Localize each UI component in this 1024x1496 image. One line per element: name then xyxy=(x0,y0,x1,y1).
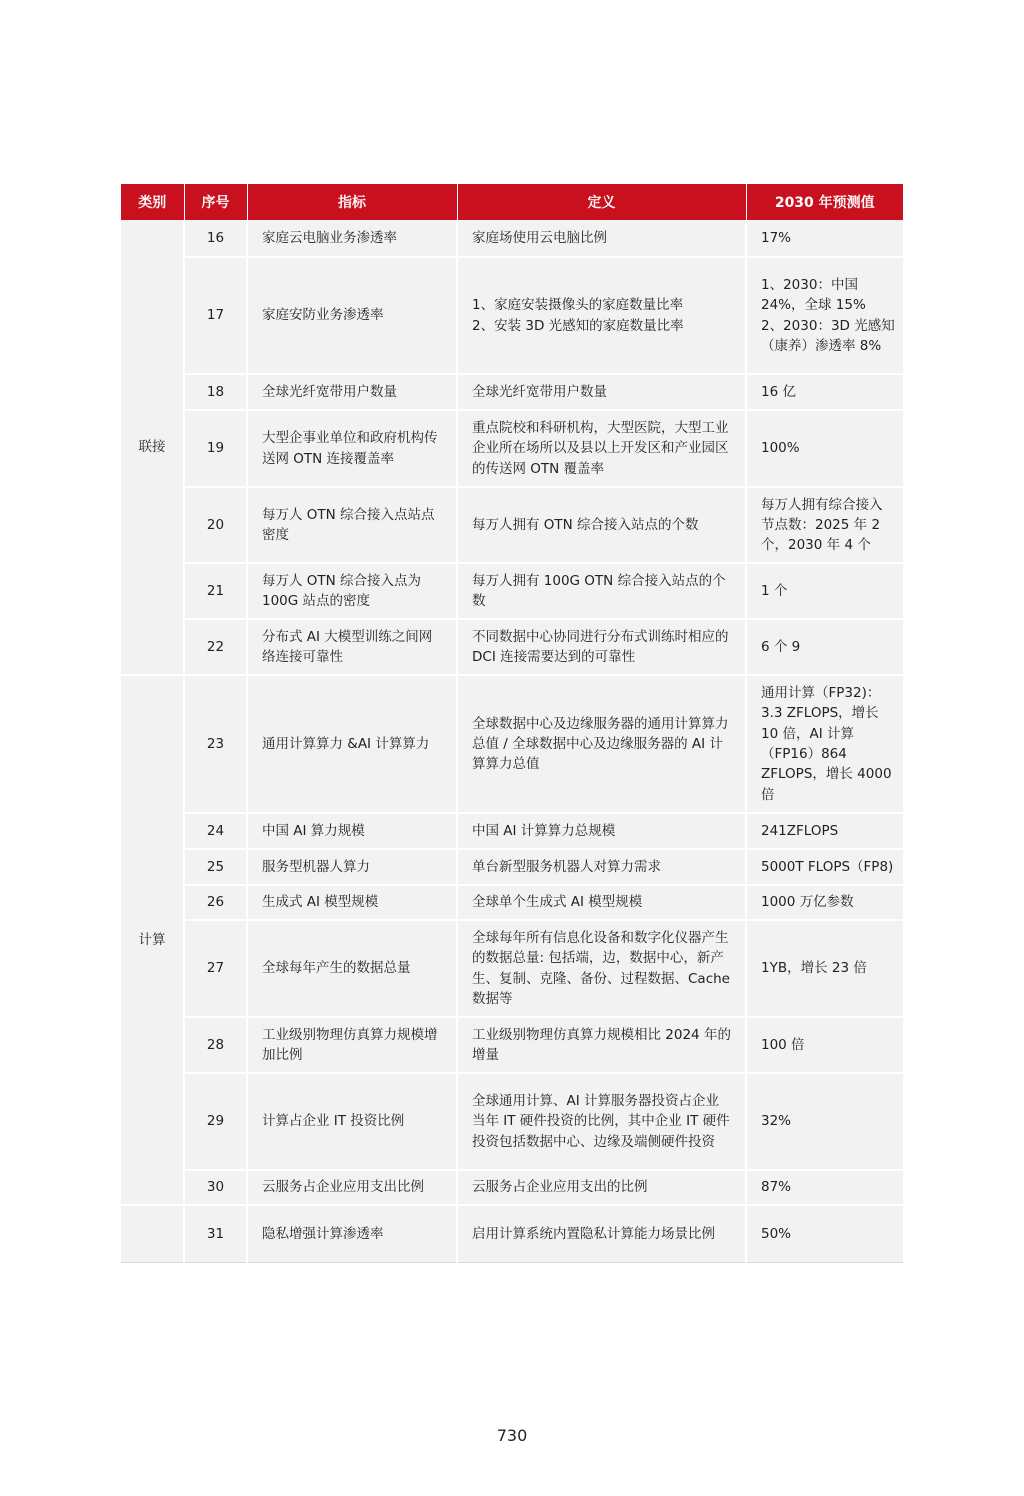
table-header-row xyxy=(121,184,903,220)
row-number: 17 xyxy=(184,257,247,374)
definition-cell: 全球每年所有信息化设备和数字化仪器产生的数据总量: 包括端，边，数据中心，新产生、复制、克隆、备份、过程数据、Cache 数据等 xyxy=(457,920,746,1017)
metric-cell: 家庭安防业务渗透率 xyxy=(247,257,457,374)
row-number: 26 xyxy=(184,885,247,920)
category-cell-connect: 联接 xyxy=(121,220,184,675)
definition-cell: 云服务占企业应用支出的比例 xyxy=(457,1170,746,1205)
row-number: 16 xyxy=(184,220,247,257)
metric-cell: 生成式 AI 模型规模 xyxy=(247,885,457,920)
header-metric: 指标 xyxy=(247,184,457,220)
forecast-cell: 5000T FLOPS（FP8) xyxy=(746,849,903,885)
definition-cell: 全球数据中心及边缘服务器的通用计算算力总值 / 全球数据中心及边缘服务器的 AI 计算算力总值 xyxy=(457,675,746,813)
table-row xyxy=(121,849,903,885)
forecast-cell: 1、2030：中国 24%，全球 15% 2、2030：3D 光感知（康养）渗透率 8% xyxy=(746,257,903,374)
forecast-cell: 通用计算（FP32)：3.3 ZFLOPS，增长 10 倍，AI 计算（FP16）864 ZFLOPS，增长 4000 倍 xyxy=(746,675,903,813)
metric-cell: 每万人 OTN 综合接入点为 100G 站点的密度 xyxy=(247,563,457,619)
definition-cell: 不同数据中心协同进行分布式训练时相应的 DCI 连接需要达到的可靠性 xyxy=(457,619,746,675)
definition-cell: 单台新型服务机器人对算力需求 xyxy=(457,849,746,885)
row-number: 23 xyxy=(184,675,247,813)
metric-cell: 计算占企业 IT 投资比例 xyxy=(247,1073,457,1170)
row-number: 18 xyxy=(184,374,247,410)
definition-cell: 全球单个生成式 AI 模型规模 xyxy=(457,885,746,920)
indicator-table xyxy=(121,184,903,1263)
forecast-cell: 241ZFLOPS xyxy=(746,813,903,849)
forecast-cell: 1000 万亿参数 xyxy=(746,885,903,920)
row-number: 24 xyxy=(184,813,247,849)
metric-cell: 大型企事业单位和政府机构传送网 OTN 连接覆盖率 xyxy=(247,410,457,487)
forecast-cell: 1YB，增长 23 倍 xyxy=(746,920,903,1017)
table-row xyxy=(121,1073,903,1170)
row-number: 21 xyxy=(184,563,247,619)
definition-cell: 每万人拥有 OTN 综合接入站点的个数 xyxy=(457,487,746,563)
table-row xyxy=(121,410,903,487)
table-row xyxy=(121,257,903,374)
row-number: 19 xyxy=(184,410,247,487)
table-row xyxy=(121,1205,903,1262)
header-definition: 定义 xyxy=(457,184,746,220)
metric-cell: 服务型机器人算力 xyxy=(247,849,457,885)
row-number: 20 xyxy=(184,487,247,563)
definition-cell: 1、家庭安装摄像头的家庭数量比率 2、安装 3D 光感知的家庭数量比率 xyxy=(457,257,746,374)
table-row xyxy=(121,675,903,813)
definition-cell: 工业级别物理仿真算力规模相比 2024 年的增量 xyxy=(457,1017,746,1073)
header-forecast: 2030 年预测值 xyxy=(746,184,903,220)
forecast-cell: 17% xyxy=(746,220,903,257)
metric-cell: 中国 AI 算力规模 xyxy=(247,813,457,849)
definition-cell: 全球光纤宽带用户数量 xyxy=(457,374,746,410)
metric-cell: 云服务占企业应用支出比例 xyxy=(247,1170,457,1205)
table-row xyxy=(121,920,903,1017)
definition-cell: 每万人拥有 100G OTN 综合接入站点的个数 xyxy=(457,563,746,619)
forecast-cell: 100 倍 xyxy=(746,1017,903,1073)
forecast-cell: 1 个 xyxy=(746,563,903,619)
header-number: 序号 xyxy=(184,184,247,220)
table-row xyxy=(121,563,903,619)
forecast-cell: 每万人拥有综合接入节点数：2025 年 2 个，2030 年 4 个 xyxy=(746,487,903,563)
metric-cell: 工业级别物理仿真算力规模增加比例 xyxy=(247,1017,457,1073)
row-number: 29 xyxy=(184,1073,247,1170)
metric-cell: 隐私增强计算渗透率 xyxy=(247,1205,457,1262)
forecast-cell: 16 亿 xyxy=(746,374,903,410)
forecast-cell: 32% xyxy=(746,1073,903,1170)
row-number: 22 xyxy=(184,619,247,675)
metric-cell: 通用计算算力 &AI 计算算力 xyxy=(247,675,457,813)
definition-cell: 中国 AI 计算算力总规模 xyxy=(457,813,746,849)
category-cell-empty xyxy=(121,1205,184,1262)
table-row xyxy=(121,885,903,920)
metric-cell: 分布式 AI 大模型训练之间网络连接可靠性 xyxy=(247,619,457,675)
forecast-cell: 87% xyxy=(746,1170,903,1205)
definition-cell: 全球通用计算、AI 计算服务器投资占企业当年 IT 硬件投资的比例，其中企业 IT 硬件投资包括数据中心、边缘及端侧硬件投资 xyxy=(457,1073,746,1170)
row-number: 30 xyxy=(184,1170,247,1205)
table-row xyxy=(121,374,903,410)
metric-cell: 家庭云电脑业务渗透率 xyxy=(247,220,457,257)
row-number: 28 xyxy=(184,1017,247,1073)
definition-cell: 重点院校和科研机构，大型医院，大型工业企业所在场所以及县以上开发区和产业园区的传送网 OTN 覆盖率 xyxy=(457,410,746,487)
table-row xyxy=(121,220,903,257)
header-category: 类别 xyxy=(121,184,184,220)
row-number: 27 xyxy=(184,920,247,1017)
category-cell-compute: 计算 xyxy=(121,675,184,1205)
forecast-cell: 6 个 9 xyxy=(746,619,903,675)
table-row xyxy=(121,619,903,675)
row-number: 25 xyxy=(184,849,247,885)
table-row xyxy=(121,1170,903,1205)
table-row xyxy=(121,1017,903,1073)
page-number: 730 xyxy=(496,1426,528,1445)
metric-cell: 全球光纤宽带用户数量 xyxy=(247,374,457,410)
table-row xyxy=(121,487,903,563)
definition-cell: 家庭场使用云电脑比例 xyxy=(457,220,746,257)
metric-cell: 每万人 OTN 综合接入点站点密度 xyxy=(247,487,457,563)
row-number: 31 xyxy=(184,1205,247,1262)
metric-cell: 全球每年产生的数据总量 xyxy=(247,920,457,1017)
forecast-cell: 100% xyxy=(746,410,903,487)
forecast-cell: 50% xyxy=(746,1205,903,1262)
table-row xyxy=(121,813,903,849)
definition-cell: 启用计算系统内置隐私计算能力场景比例 xyxy=(457,1205,746,1262)
